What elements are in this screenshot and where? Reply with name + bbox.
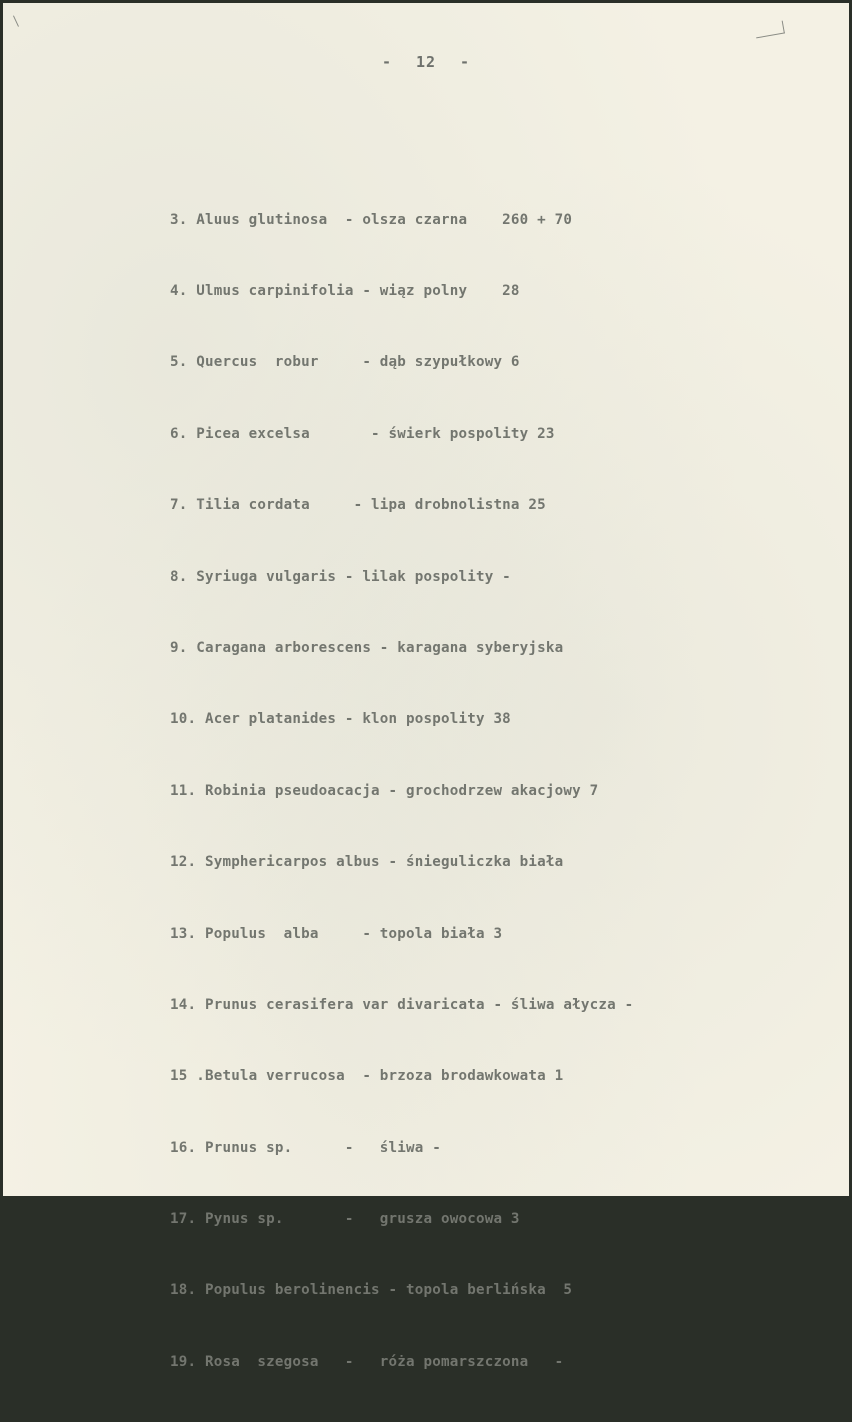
list-item: 18. Populus berolinencis - topola berlińska 5	[170, 1282, 573, 1299]
list-item: 16. Prunus sp. - śliwa -	[170, 1139, 441, 1156]
document-page	[3, 3, 849, 1370]
list-item: 4. Ulmus carpinifolia - wiąz polny 28	[170, 282, 520, 299]
corner-mark-top-right	[754, 21, 785, 39]
species-list	[170, 161, 633, 1422]
list-item: 13. Populus alba - topola biała 3	[170, 925, 503, 942]
page-number-dash-left: -	[381, 53, 392, 71]
list-item: 10. Acer platanides - klon pospolity 38	[170, 711, 511, 728]
list-item: 11. Robinia pseudoacacja - grochodrzew akacjowy 7	[170, 782, 599, 799]
list-item: 17. Pynus sp. - grusza owocowa 3	[170, 1211, 520, 1228]
list-item: 7. Tilia cordata - lipa drobnolistna 25	[170, 497, 546, 514]
list-item: 8. Syriuga vulgaris - lilak pospolity -	[170, 568, 511, 585]
list-item: 19. Rosa szegosa - róża pomarszczona -	[170, 1353, 564, 1370]
list-item: 3. Aluus glutinosa - olsza czarna 260 + 70	[170, 211, 573, 228]
list-item: 9. Caragana arborescens - karagana syberyjska	[170, 639, 564, 656]
list-item: 5. Quercus robur - dąb szypułkowy 6	[170, 354, 520, 371]
list-item: 15 .Betula verrucosa - brzoza brodawkowata 1	[170, 1068, 564, 1085]
page-number-value: 12	[415, 53, 437, 71]
corner-mark-top-left	[13, 11, 28, 27]
page-number-dash-right: -	[460, 53, 471, 71]
list-item: 12. Symphericarpos albus - śnieguliczka biała	[170, 854, 564, 871]
page-number	[3, 53, 849, 71]
list-item: 6. Picea excelsa - świerk pospolity 23	[170, 425, 555, 442]
list-item: 14. Prunus cerasifera var divaricata - śliwa ałycza -	[170, 996, 634, 1013]
